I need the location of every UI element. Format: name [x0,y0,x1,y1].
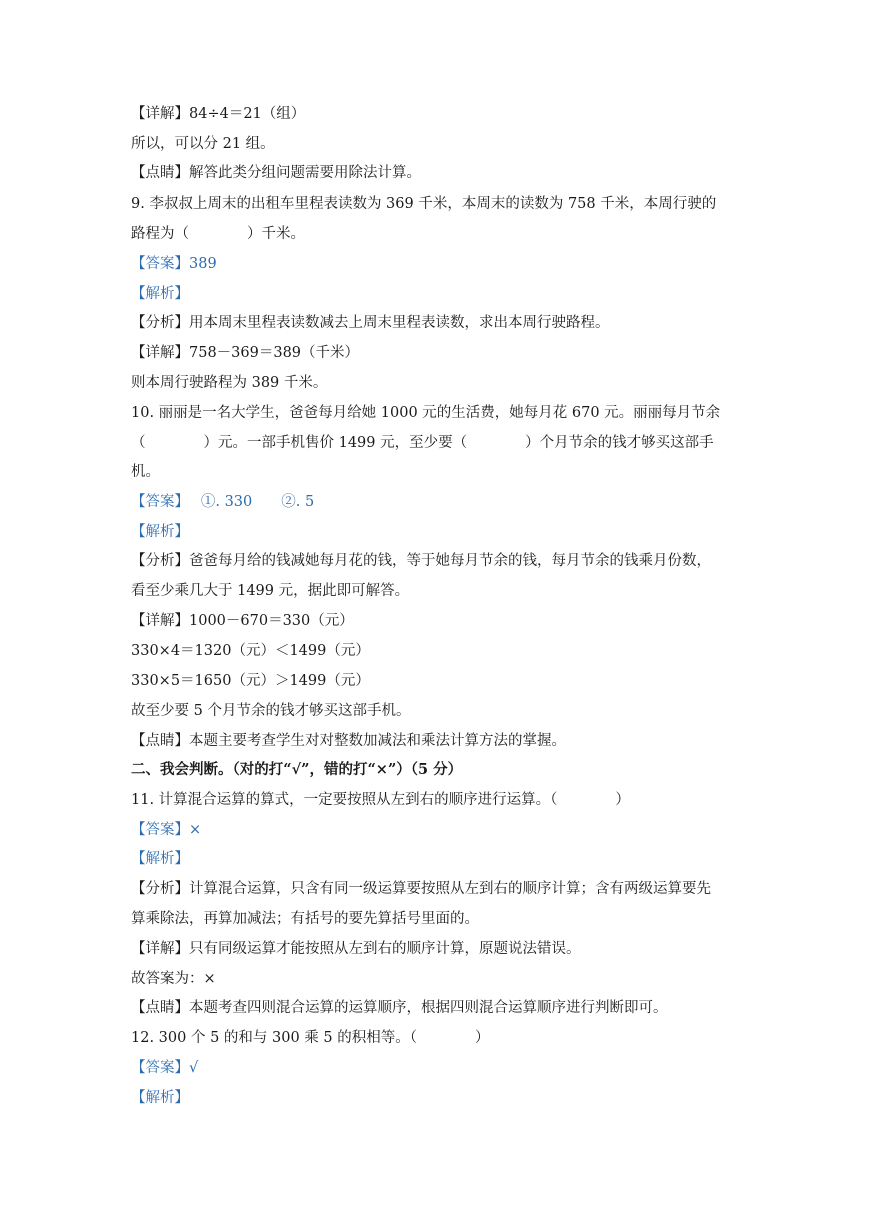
analysis-line: 【分析】计算混合运算，只含有同一级运算要按照从左到右的顺序计算；含有两级运算要先 [131,881,711,897]
question-10-text: 10. 丽丽是一名大学生，爸爸每月给她 1000 元的生活费，她每月花 670 元。丽丽每月节余 [131,405,721,421]
tip-line: 【点睛】本题考查四则混合运算的运算顺序，根据四则混合运算顺序进行判断即可。 [131,1000,668,1016]
question-12-text: 12. 300 个 5 的和与 300 乘 5 的积相等。（ ） [131,1030,490,1046]
detail-line: 【详解】758－369＝389（千米） [131,345,360,361]
analysis-line: 【分析】用本周末里程表读数减去上周末里程表读数，求出本周行驶路程。 [131,315,610,331]
analysis-label: 【解析】 [131,524,189,540]
detail-line: 【详解】只有同级运算才能按照从左到右的顺序计算，原题说法错误。 [131,941,581,957]
text-line: 所以，可以分 21 组。 [131,136,275,152]
question-10-text-cont: 机。 [131,464,160,480]
analysis-label: 【解析】 [131,851,189,867]
calc-line: 330×5＝1650（元）＞1499（元） [131,673,370,689]
answer-line: 【答案】√ [131,1060,199,1076]
analysis-label: 【解析】 [131,286,189,302]
analysis-line-cont: 看至少乘几大于 1499 元，据此即可解答。 [131,583,410,599]
tip-line: 【点睛】解答此类分组问题需要用除法计算。 [131,165,421,181]
question-10-text-cont: （ ）元。一部手机售价 1499 元，至少要（ ）个月节余的钱才够买这部手 [131,435,714,451]
analysis-label: 【解析】 [131,1090,189,1106]
analysis-line: 【分析】爸爸每月给的钱减她每月花的钱，等于她每月节余的钱，每月节余的钱乘月份数， [131,553,711,569]
analysis-line-cont: 算乘除法，再算加减法；有括号的要先算括号里面的。 [131,911,479,927]
section-heading: 二、我会判断。（对的打“√”，错的打“×”）（5 分） [131,761,463,778]
question-11-text: 11. 计算混合运算的算式，一定要按照从左到右的顺序进行运算。（ ） [131,792,630,808]
text-line: 故至少要 5 个月节余的钱才够买这部手机。 [131,703,411,719]
text-line: 则本周行驶路程为 389 千米。 [131,375,328,391]
question-9-text: 9. 李叔叔上周末的出租车里程表读数为 369 千米，本周末的读数为 758 千米，本周行驶的 [131,196,717,212]
tip-line: 【点睛】本题主要考查学生对对整数加减法和乘法计算方法的掌握。 [131,733,566,749]
answer-line: 【答案】 ①. 330 ②. 5 [131,494,315,510]
detail-line: 【详解】84÷4＝21（组） [131,106,306,122]
question-9-text-cont: 路程为（ ）千米。 [131,226,305,242]
answer-line: 【答案】389 [131,256,217,272]
answer-line: 【答案】× [131,822,202,838]
calc-line: 330×4＝1320（元）＜1499（元） [131,643,370,659]
text-line: 故答案为：× [131,971,216,987]
detail-line: 【详解】1000－670＝330（元） [131,613,354,629]
